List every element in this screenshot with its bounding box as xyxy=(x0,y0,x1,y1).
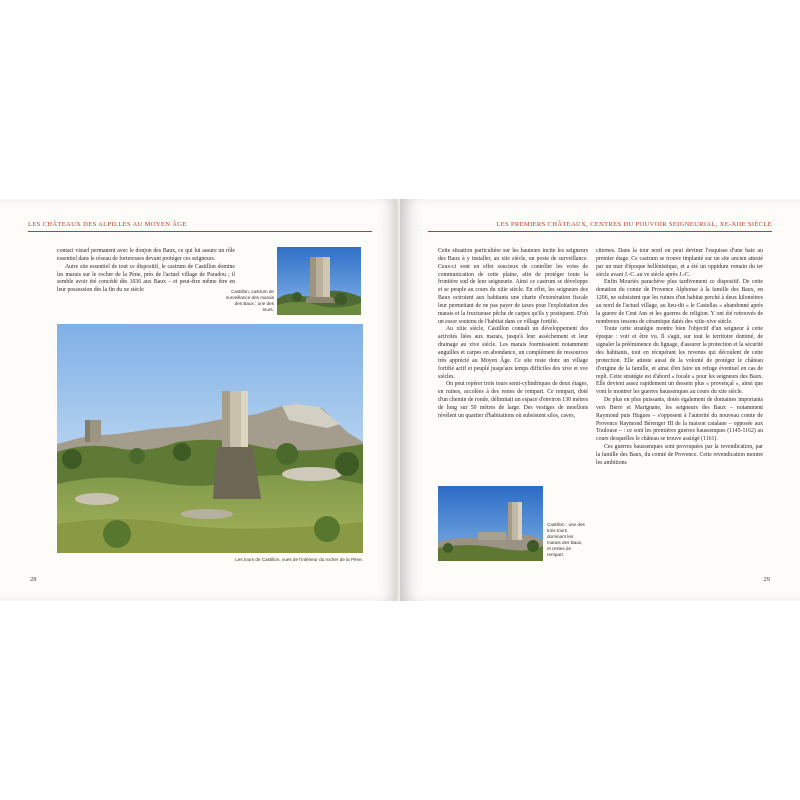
large-photo-caption: Les tours de Castillon, vues de l'intérieur du rocher de la Pène. xyxy=(235,557,363,562)
col2-paragraph-4: De plus en plus puissants, dotés également de domaines importants vers Berre et Marignane, les seigneurs des Baux – notamment Raymond puis Hugues – s'opposent à l'autorité du nouveau comte de Provence Raymond Bérenger III de la maison catalane – opposée aux Toulouse – : ce sont les premières guerres baussenques (1145-1162) au cours desquelles le château se trouve assiégé (1161). xyxy=(596,397,763,443)
large-castillon-photo xyxy=(57,324,363,553)
header-rule-left xyxy=(28,231,372,232)
left-page xyxy=(0,199,400,601)
left-intro-text xyxy=(57,248,235,295)
open-book xyxy=(0,199,800,601)
right-page xyxy=(400,199,800,601)
left-paragraph-2: Autre site essentiel de tout ce dispositif, le castrum de Castillon domine les marais sur le rocher de la Pène, près de l'actuel village de Paradou ; il semble avoir été concédé dès 1036 aux Baux – et peut-être même être en leur possession dès la fin du xe siècle xyxy=(57,263,235,294)
col1-paragraph-2: Au xiiie siècle, Castillon connaît un développement des activités liées aux marais, jusqu'à leur assèchement et leur drainage au xive siècle. Les marais fournissaient notamment anguilles et carpes en abondance, un complément de ressources très apprécié au Moyen Âge. Ce site reste donc un village fortifié actif et peuplé jusqu'aux temps difficiles des xive et xve siècles. xyxy=(438,326,588,380)
col2-paragraph-2: Enfin Mouriès parachève plus tardivement ce dispositif. De cette donation du comte de Provence Alphonse à la famille des Baux, en 1206, ne subsistent que les ruines d'un habitat perché à deux kilomètres au nord de l'actuel village, au lieu-dit « le Castellas » abandonné après la guerre de Cent Ans et les guerres de religion. Y ont été retrouvés de nombreux tessons de céramique datés des xiiie-xive siècle. xyxy=(596,279,763,325)
right-column-2 xyxy=(596,248,763,468)
tower-photo-right-image xyxy=(438,486,543,561)
running-head-right: LES PREMIERS CHÂTEAUX, CENTRES DU POUVOIR SEIGNEURIAL, XE-XIIE SIÈCLE xyxy=(496,221,772,228)
right-photo-caption: Castillon : une des trois tours dominant les marais des Baux, et restes de rempart. xyxy=(547,522,585,557)
tower-photo-small-image xyxy=(277,247,361,315)
page-number-right: 29 xyxy=(763,576,770,583)
header-rule-right xyxy=(428,231,772,232)
small-photo-caption: Castillon, castrum de surveillance des marais des Baux : une des tours. xyxy=(226,289,274,312)
col2-paragraph-5: Ces guerres baussenques sont provoquées par la revendication, par la famille des Baux, du comté de Provence. Cette revendication montre les ambitions xyxy=(596,444,763,466)
col1-paragraph-3: On peut repérer trois tours semi-cylindriques de deux étages, en ruines, accolées à des restes de rempart. Ce rempart, doté d'un chemin de ronde, délimitait un espace d'environ 130 mètres de long sur 50 mètres de large. Des vestiges de moellons révèlent un quartier d'habitations où subsistent silos, caves, xyxy=(438,381,588,419)
right-column-1 xyxy=(438,248,588,421)
col2-paragraph-1: citernes. Dans la tour nord on peut deviner l'esquisse d'une baie au premier étage. Ce castrum se trouve implanté sur un site ancien attesté par un mur d'époque hellénistique, et a été un oppidum romain du ier siècle avant J.-C. au ve siècle après J.-C. xyxy=(596,248,763,278)
right-tower-photo xyxy=(438,486,543,561)
small-tower-photo xyxy=(277,247,361,315)
page-number-left: 28 xyxy=(30,576,37,583)
running-head-left: LES CHÂTEAUX DES ALPILLES AU MOYEN ÂGE xyxy=(28,221,187,228)
col1-paragraph-1: Cette situation particulière sur les hauteurs incite les seigneurs des Baux à y installer, au xiie siècle, un poste de surveillance. Ceux-ci sont en effet soucieux de contrôler les voies de communication de cette plaine, afin de protéger toute la frontière sud de leur seigneurie. Ainsi ce castrum se développe et se peuple au cours du xiiie siècle. En effet, les seigneurs des Baux octroient aux habitants une charte d'exonération fiscale leur permettant de ne pas payer de taxes pour l'exploitation des marais et la fructueuse pêche de carpes qu'ils y pratiquent. D'où un essor soutenu de l'habitat dans ce village fortifié. xyxy=(438,248,588,325)
left-paragraph-1: contact visuel permanent avec le donjon des Baux, ce qui lui assure un rôle essentiel dans le réseau de forteresses devant protéger ces seigneurs. xyxy=(57,248,235,262)
castillon-towers-image xyxy=(57,324,363,553)
col2-paragraph-3: Toute cette stratégie montre bien l'objectif d'un seigneur à cette époque : voir et être vu. Il s'agit, sur tout le territoire dominé, de signaler la prééminence du lignage, d'assurer la protection et la sécurité des habitants, tout en récupérant les revenus qui découlent de cette protection. Elle atteste aussi de la volonté de protéger le château d'origine de la famille, et ainsi d'en faire un refuge éventuel en cas de repli. Cette stratégie est d'abord « focale » pour les seigneurs des Baux. Elle devient assez rapidement un dessein plus « provençal », ainsi que vont le montrer les guerres baussenques au cours du xiie siècle. xyxy=(596,326,763,396)
